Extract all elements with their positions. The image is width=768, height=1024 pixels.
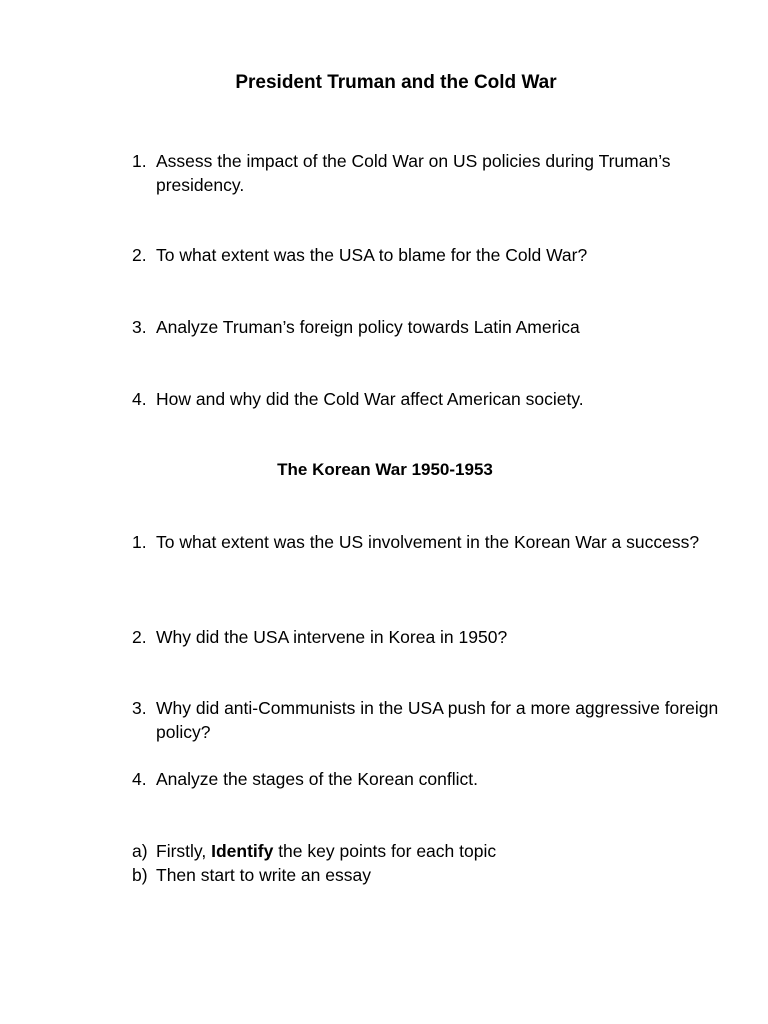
question-number: 1. [132, 151, 147, 171]
instruction-text [156, 839, 722, 863]
question-number: 1. [132, 532, 147, 552]
question-1-1 [132, 149, 722, 197]
question-2-2 [132, 625, 722, 649]
instruction-prefix: Firstly, [156, 841, 212, 861]
question-text: Analyze the stages of the Korean conflict. [156, 769, 478, 789]
question-number: 2. [132, 627, 147, 647]
question-text: Assess the impact of the Cold War on US policies during Truman’s presidency. [156, 151, 671, 195]
instruction-b [132, 863, 722, 887]
question-2-3 [132, 696, 722, 744]
instruction-a [132, 839, 722, 863]
question-2-4 [132, 767, 722, 791]
question-number: 4. [132, 769, 147, 789]
question-number: 2. [132, 245, 147, 265]
instruction-text: Then start to write an essay [156, 865, 371, 885]
instruction-label: b) [132, 865, 148, 885]
question-number: 4. [132, 389, 147, 409]
question-text: Why did anti-Communists in the USA push for a more aggressive foreign policy? [156, 698, 719, 742]
question-text: How and why did the Cold War affect American society. [156, 389, 584, 409]
question-text: To what extent was the USA to blame for the Cold War? [156, 245, 588, 265]
question-1-2 [132, 243, 722, 267]
question-number: 3. [132, 317, 147, 337]
question-text: Analyze Truman’s foreign policy towards Latin America [156, 317, 580, 337]
instruction-suffix: the key points for each topic [273, 841, 497, 861]
question-text: Why did the USA intervene in Korea in 1950? [156, 627, 508, 647]
page-title: President Truman and the Cold War [235, 72, 557, 93]
question-2-1 [132, 530, 722, 554]
instruction-emphasis: Identify [211, 841, 274, 861]
instruction-label: a) [132, 841, 148, 861]
question-1-4 [132, 387, 722, 411]
question-text: To what extent was the US involvement in the Korean War a success? [156, 532, 700, 552]
section-heading: The Korean War 1950-1953 [277, 460, 493, 479]
question-number: 3. [132, 698, 147, 718]
question-1-3 [132, 315, 722, 339]
